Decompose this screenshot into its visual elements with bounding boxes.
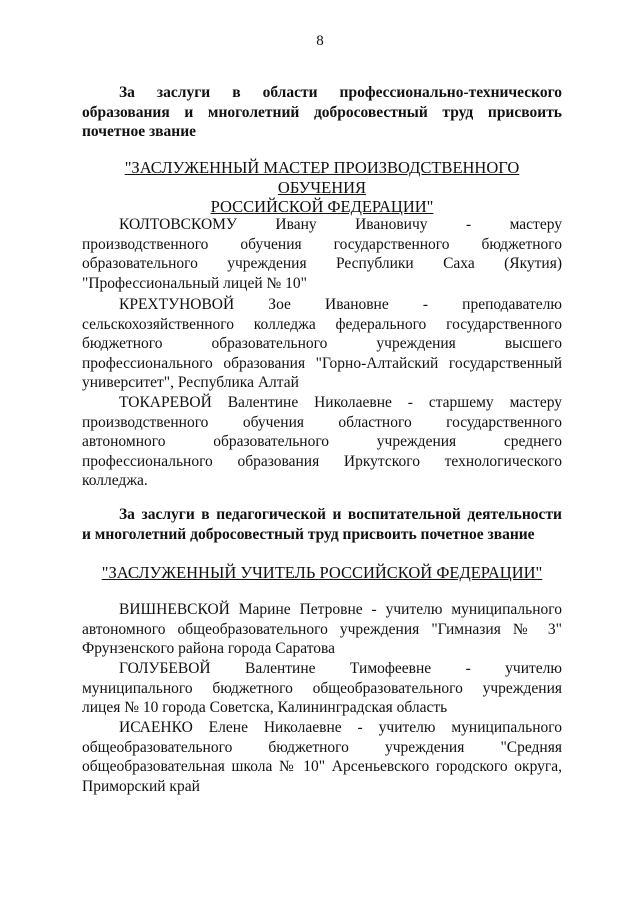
awardee-line: бюджетного образовательного учреждения высшего [82,335,562,353]
section2-intro [82,505,562,544]
section1-title-line: "ЗАСЛУЖЕННЫЙ МАСТЕР ПРОИЗВОДСТВЕННОГО ОБУЧЕНИЯ [124,158,520,197]
section1-intro [82,83,562,142]
awardee-vishnevskaya [82,600,562,659]
awardee-line: ВИШНЕВСКОЙ Марине Петровне - учителю муниципального [119,601,562,618]
awardee-isaenko [82,718,562,796]
awardee-line: профессионального образования Иркутского технологического [82,452,562,470]
awardee-tokareva [82,393,562,491]
awardee-line: "Профессиональный лицей № 10" [82,274,307,292]
awardee-line: сельскохозяйственного колледжа федерального государственного [82,315,562,333]
awardee-line: КОЛТОВСКОМУ Ивану Ивановичу - мастеру [119,216,562,233]
awardee-line: КРЕХТУНОВОЙ Зое Ивановне - преподавателю [119,296,562,313]
awardee-line: ИСАЕНКО Елене Николаевне - учителю муниципального [119,719,562,736]
page-number: 8 [316,33,324,49]
awardee-line: образовательного учреждения Республики Саха (Якутия) [82,255,562,273]
awardee-line: Фрунзенского района города Саратова [82,640,336,658]
awardee-line: ТОКАРЕВОЙ Валентине Николаевне - старшему мастеру [119,394,562,411]
section1-intro-line: За заслуги в области профессионально-технического [119,84,562,101]
awardee-golubeva [82,659,562,718]
section1-intro-line: образования и многолетний добросовестный труд присвоить [82,103,562,121]
awardee-line: колледжа. [82,472,148,490]
awardee-line: общеобразовательная школа № 10" Арсеньевского городского округа, [82,758,562,776]
awardee-koltovsky [82,215,562,293]
awardee-line: общеобразовательного бюджетного учреждения "Средняя [82,738,562,756]
awardee-line: муниципального бюджетного общеобразовательного учреждения [82,679,562,697]
section1-title [82,158,562,217]
awardee-line: ГОЛУБЕВОЙ Валентине Тимофеевне - учителю [119,660,562,677]
section2-intro-line: и многолетний добросовестный труд присвоить почетное звание [82,525,535,543]
awardee-line: производственного обучения областного государственного [82,413,562,431]
awardee-krekhtunova [82,295,562,393]
awardee-line: производственного обучения государственного бюджетного [82,235,562,253]
awardee-line: автономного образовательного учреждения среднего [82,433,562,451]
section1-intro-line: почетное звание [82,123,197,141]
awardee-line: автономного общеобразовательного учреждения "Гимназия № 3" [82,620,562,638]
section2-title-line: "ЗАСЛУЖЕННЫЙ УЧИТЕЛЬ РОССИЙСКОЙ ФЕДЕРАЦИИ" [101,563,543,582]
section2-title [82,563,562,583]
awardee-line: профессионального образования "Горно-Алтайский государственный [82,354,562,372]
awardee-line: лицея № 10 города Советска, Калининградская область [82,699,448,717]
section2-intro-line: За заслуги в педагогической и воспитательной деятельности [119,506,562,523]
awardee-line: Приморский край [82,777,200,795]
awardee-line: университет", Республика Алтай [82,374,299,392]
section1-title-line: РОССИЙСКОЙ ФЕДЕРАЦИИ" [210,197,434,217]
